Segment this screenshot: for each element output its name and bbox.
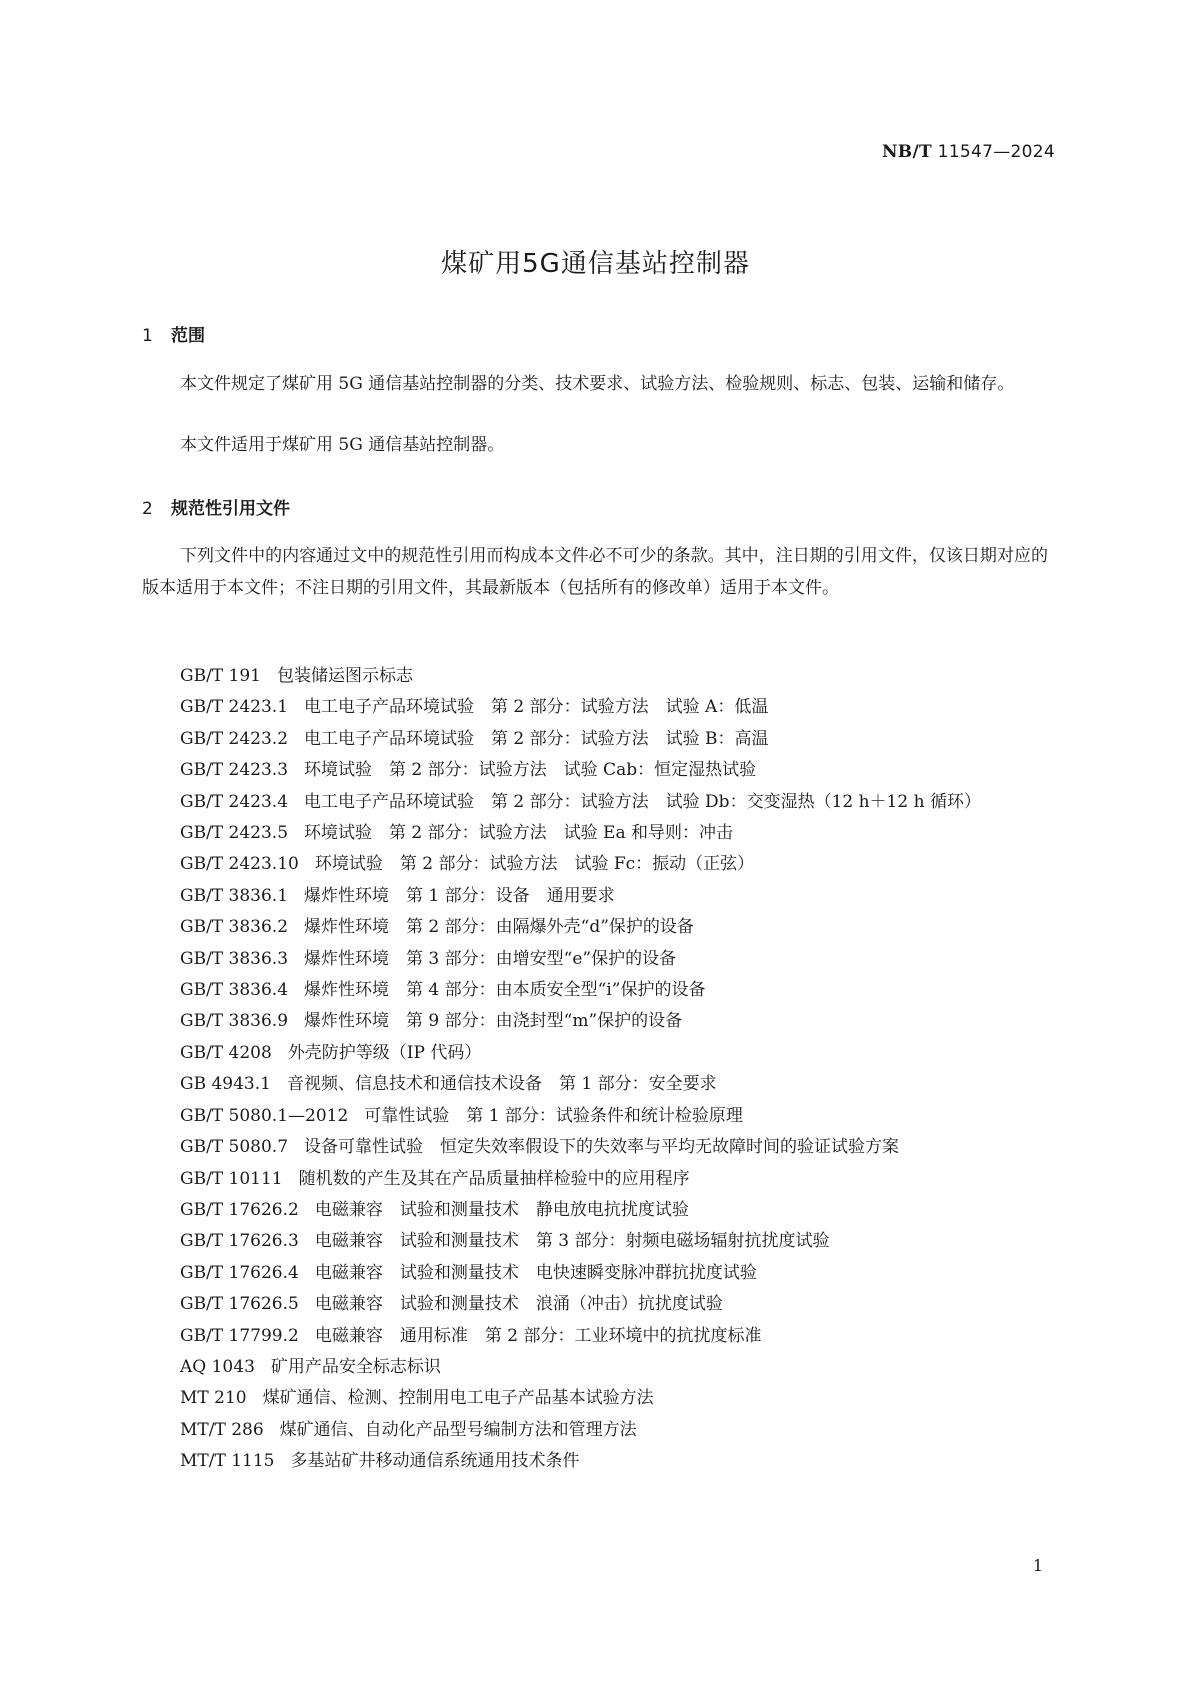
document-title: 煤矿用5G通信基站控制器 <box>441 249 750 279</box>
reference-item <box>142 661 1048 692</box>
reference-item <box>142 1006 1048 1037</box>
reference-code: GB/T 2423.5 <box>180 823 289 844</box>
reference-item <box>142 1195 1048 1226</box>
reference-title: 外壳防护等级（IP 代码） <box>287 1042 482 1063</box>
reference-code: MT/T 286 <box>180 1419 264 1440</box>
reference-title: 电工电子产品环境试验 第 2 部分：试验方法 试验 A：低温 <box>304 697 769 718</box>
reference-title: 爆炸性环境 第 2 部分：由隔爆外壳“d”保护的设备 <box>304 917 694 938</box>
reference-item <box>142 692 1048 723</box>
section-title: 范围 <box>171 326 205 346</box>
reference-code: GB 4943.1 <box>180 1074 271 1095</box>
reference-item <box>142 1446 1048 1477</box>
reference-item <box>142 818 1048 849</box>
reference-title: 爆炸性环境 第 4 部分：由本质安全型“i”保护的设备 <box>304 980 706 1001</box>
reference-code: GB/T 17626.2 <box>180 1199 299 1220</box>
reference-item <box>142 849 1048 880</box>
reference-title: 环境试验 第 2 部分：试验方法 试验 Ea 和导则：冲击 <box>304 823 734 844</box>
reference-item <box>142 881 1048 912</box>
reference-item <box>142 1321 1048 1352</box>
reference-title: 电磁兼容 试验和测量技术 静电放电抗扰度试验 <box>314 1199 689 1220</box>
reference-list <box>142 661 1048 1478</box>
reference-title: 设备可靠性试验 恒定失效率假设下的失效率与平均无故障时间的验证试验方案 <box>304 1137 900 1158</box>
reference-title: 爆炸性环境 第 9 部分：由浇封型“m”保护的设备 <box>304 1011 683 1032</box>
reference-item <box>142 787 1048 818</box>
reference-item <box>142 1415 1048 1446</box>
reference-item <box>142 1164 1048 1195</box>
reference-item <box>142 1226 1048 1257</box>
reference-code: GB/T 2423.3 <box>180 760 289 781</box>
reference-item <box>142 944 1048 975</box>
reference-title: 多基站矿井移动通信系统通用技术条件 <box>290 1451 580 1472</box>
reference-code: GB/T 2423.2 <box>180 728 289 749</box>
reference-item <box>142 1132 1048 1163</box>
reference-code: GB/T 5080.1—2012 <box>180 1105 349 1126</box>
reference-item <box>142 1352 1048 1383</box>
references-intro-paragraph: 下列文件中的内容通过文中的规范性引用而构成本文件必不可少的条款。其中，注日期的引用文件，仅该日期对应的版本适用于本文件；不注日期的引用文件，其最新版本（包括所有的修改单）适用于本文件。 <box>142 546 1048 598</box>
reference-title: 电磁兼容 试验和测量技术 浪涌（冲击）抗扰度试验 <box>314 1294 723 1315</box>
reference-item <box>142 1383 1048 1414</box>
reference-title: 电磁兼容 试验和测量技术 第 3 部分：射频电磁场辐射抗扰度试验 <box>314 1231 830 1252</box>
standard-prefix: NB/T <box>881 142 932 162</box>
reference-item <box>142 724 1048 755</box>
reference-item <box>142 1289 1048 1320</box>
reference-code: MT 210 <box>180 1388 247 1409</box>
reference-title: 音视频、信息技术和通信技术设备 第 1 部分：安全要求 <box>286 1074 717 1095</box>
standard-number-year: 11547—2024 <box>937 142 1055 162</box>
reference-code: GB/T 2423.10 <box>180 854 299 875</box>
reference-code: GB/T 17626.4 <box>180 1262 299 1283</box>
section-title: 规范性引用文件 <box>171 499 290 519</box>
reference-code: GB/T 17626.3 <box>180 1231 299 1252</box>
reference-code: GB/T 3836.9 <box>180 1011 289 1032</box>
section-heading-normative-references <box>142 494 290 519</box>
reference-code: GB/T 10111 <box>180 1168 283 1189</box>
reference-title: 爆炸性环境 第 3 部分：由增安型“e”保护的设备 <box>304 948 677 969</box>
reference-item <box>142 755 1048 786</box>
reference-title: 电工电子产品环境试验 第 2 部分：试验方法 试验 B：高温 <box>304 728 769 749</box>
reference-code: GB/T 3836.4 <box>180 980 289 1001</box>
reference-title: 包装储运图示标志 <box>277 666 413 686</box>
reference-code: AQ 1043 <box>180 1356 255 1377</box>
reference-code: GB/T 17799.2 <box>180 1325 299 1346</box>
reference-code: GB/T 3836.3 <box>180 948 289 969</box>
scope-paragraph-2: 本文件适用于煤矿用 5G 通信基站控制器。 <box>180 435 505 455</box>
section-heading-scope <box>142 321 205 346</box>
reference-title: 可靠性试验 第 1 部分：试验条件和统计检验原理 <box>364 1105 743 1126</box>
reference-item <box>142 912 1048 943</box>
reference-code: GB/T 2423.1 <box>180 697 289 718</box>
reference-code: GB/T 3836.1 <box>180 885 289 906</box>
reference-code: GB/T 17626.5 <box>180 1294 299 1315</box>
reference-code: GB/T 191 <box>180 666 261 686</box>
reference-item <box>142 1069 1048 1100</box>
reference-title: 电工电子产品环境试验 第 2 部分：试验方法 试验 Db：交变湿热（12 h＋12 h 循环） <box>304 791 981 812</box>
reference-title: 爆炸性环境 第 1 部分：设备 通用要求 <box>304 885 615 906</box>
standard-number <box>882 142 1055 162</box>
reference-code: GB/T 5080.7 <box>180 1137 289 1158</box>
reference-title: 煤矿通信、检测、控制用电工电子产品基本试验方法 <box>262 1388 654 1409</box>
scope-paragraph-1: 本文件规定了煤矿用 5G 通信基站控制器的分类、技术要求、试验方法、检验规则、标志、包装、运输和储存。 <box>180 374 1015 394</box>
reference-title: 煤矿通信、自动化产品型号编制方法和管理方法 <box>279 1419 637 1440</box>
reference-code: MT/T 1115 <box>180 1451 275 1472</box>
reference-item <box>142 975 1048 1006</box>
reference-title: 环境试验 第 2 部分：试验方法 试验 Fc：振动（正弦） <box>314 854 755 875</box>
page-number: 1 <box>1032 1556 1043 1575</box>
reference-title: 电磁兼容 试验和测量技术 电快速瞬变脉冲群抗扰度试验 <box>314 1262 757 1283</box>
reference-title: 矿用产品安全标志标识 <box>270 1356 441 1377</box>
reference-title: 随机数的产生及其在产品质量抽样检验中的应用程序 <box>298 1168 690 1189</box>
reference-code: GB/T 4208 <box>180 1042 272 1063</box>
reference-code: GB/T 2423.4 <box>180 791 289 812</box>
reference-code: GB/T 3836.2 <box>180 917 289 938</box>
reference-item <box>142 1258 1048 1289</box>
reference-item <box>142 1038 1048 1069</box>
section-number: 1 <box>142 326 153 346</box>
reference-title: 环境试验 第 2 部分：试验方法 试验 Cab：恒定湿热试验 <box>304 760 757 781</box>
reference-title: 电磁兼容 通用标准 第 2 部分：工业环境中的抗扰度标准 <box>314 1325 762 1346</box>
section-number: 2 <box>142 499 153 519</box>
reference-item <box>142 1101 1048 1132</box>
